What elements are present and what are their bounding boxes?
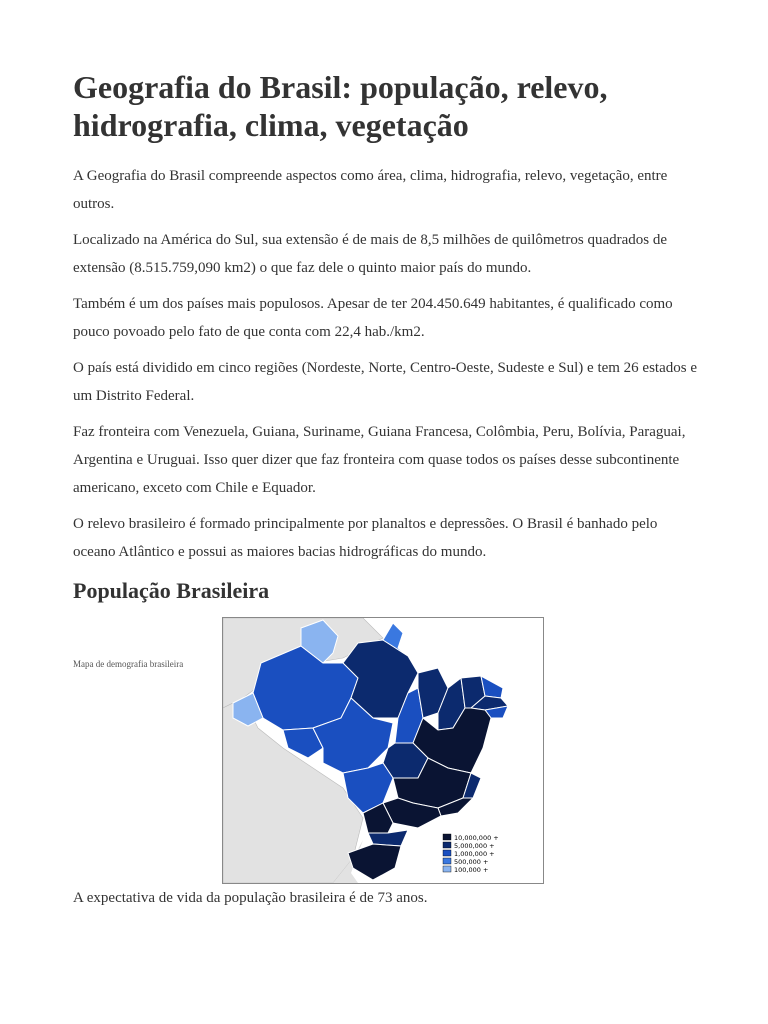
demography-map	[222, 617, 544, 884]
paragraph-6: O relevo brasileiro é formado principalmente por planaltos e depressões. O Brasil é banhado pelo oceano Atlântico e possui as maiores bacias hidrográficas do mundo.	[73, 516, 658, 560]
legend-label-3: 1,000,000 +	[454, 850, 495, 858]
legend-swatch-1	[443, 834, 451, 840]
paragraph-5: Faz fronteira com Venezuela, Guiana, Suriname, Guiana Francesa, Colômbia, Peru, Bolívia, Paraguai, Argentina e Uruguai. Isso quer dizer que faz fronteira com quase todos os países desse subcontinente americano, exceto com Chile e Equador.	[73, 424, 686, 496]
section-title: População Brasileira	[73, 578, 270, 603]
paragraph-2: Localizado na América do Sul, sua extensão é de mais de 8,5 milhões de quilômetros quadrados de extensão (8.515.759,090 km2) o que faz dele o quinto maior país do mundo.	[73, 232, 668, 276]
legend-swatch-5	[443, 866, 451, 872]
legend-label-4: 500,000 +	[454, 858, 489, 866]
map-caption: Mapa de demografia brasileira	[73, 659, 184, 669]
legend-label-2: 5,000,000 +	[454, 842, 495, 850]
page-title: Geografia do Brasil: população, relevo, hidrografia, clima, vegetação	[73, 69, 608, 143]
paragraph-3: Também é um dos países mais populosos. Apesar de ter 204.450.649 habitantes, é qualificado como pouco povoado pelo fato de que conta com 22,4 hab./km2.	[73, 296, 673, 340]
legend-swatch-3	[443, 850, 451, 856]
paragraph-1: A Geografia do Brasil compreende aspectos como área, clima, hidrografia, relevo, vegetação, entre outros.	[73, 168, 668, 212]
legend-swatch-2	[443, 842, 451, 848]
legend-label-1: 10,000,000 +	[454, 834, 499, 842]
legend-label-5: 100,000 +	[454, 866, 489, 874]
demography-map-svg	[223, 618, 543, 883]
article-body	[73, 162, 697, 574]
paragraph-4: O país está dividido em cinco regiões (Nordeste, Norte, Centro-Oeste, Sudeste e Sul) e tem 26 estados e um Distrito Federal.	[73, 360, 698, 404]
legend-swatch-4	[443, 858, 451, 864]
article-header	[73, 68, 697, 144]
life-expectancy-text: A expectativa de vida da população brasileira é de 73 anos.	[73, 890, 428, 906]
